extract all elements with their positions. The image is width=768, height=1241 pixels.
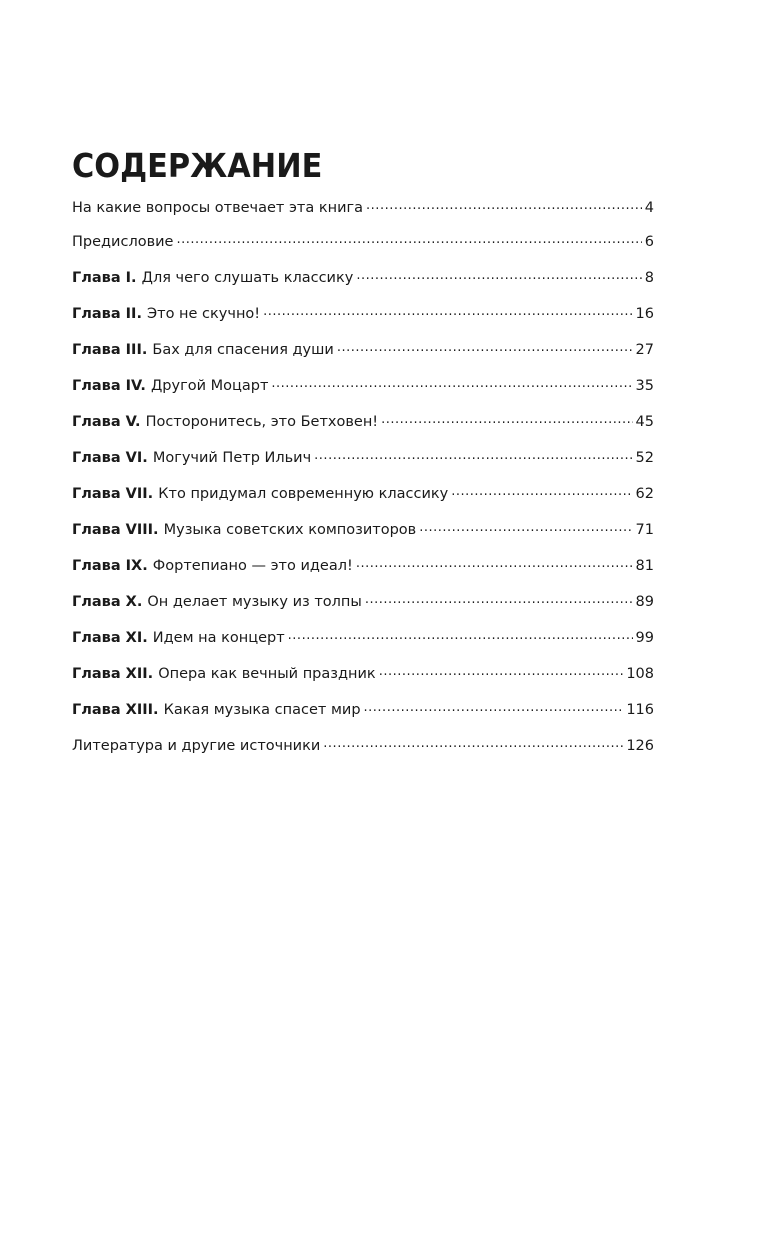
- toc-entry-text: [72, 736, 320, 756]
- toc-entry-title: Идем на концерт: [152, 630, 285, 646]
- toc-entry-text: [72, 232, 173, 252]
- toc-entry-title: Для чего слушать классику: [141, 270, 354, 286]
- dot-leader: [379, 664, 624, 678]
- toc-chapter-label: Глава VI.: [72, 450, 153, 466]
- toc-entry: [72, 304, 654, 340]
- toc-page-number: 16: [635, 306, 654, 322]
- toc-entry-title: Он делает музыку из толпы: [147, 594, 362, 610]
- toc-list: [72, 198, 654, 772]
- toc-chapter-label: Глава IX.: [72, 558, 153, 574]
- toc-page-number: 81: [635, 558, 654, 574]
- toc-entry-text: [72, 198, 363, 218]
- toc-entry-text: [72, 412, 378, 432]
- toc-entry: [72, 484, 654, 520]
- dot-leader: [176, 232, 641, 246]
- toc-chapter-label: Глава VII.: [72, 486, 159, 502]
- toc-entry: [72, 592, 654, 628]
- toc-entry: [72, 700, 654, 736]
- toc-entry: [72, 376, 654, 412]
- toc-page-number: 8: [644, 270, 654, 286]
- toc-entry: [72, 340, 654, 376]
- toc-entry-text: [72, 664, 376, 684]
- toc-chapter-label: Глава XI.: [72, 630, 153, 646]
- toc-entry-title: Какая музыка спасет мир: [163, 702, 361, 718]
- table-of-contents-page: [72, 146, 654, 772]
- dot-leader: [365, 592, 633, 606]
- toc-entry-title: Фортепиано — это идеал!: [152, 558, 353, 574]
- toc-page-number: 35: [635, 378, 654, 394]
- toc-chapter-label: Глава X.: [72, 594, 148, 610]
- dot-leader: [364, 700, 624, 714]
- toc-entry-title: Бах для спасения души: [152, 342, 334, 358]
- toc-chapter-label: Глава XII.: [72, 666, 159, 682]
- toc-page-number: 45: [635, 414, 654, 430]
- toc-entry-title: Предисловие: [72, 234, 174, 250]
- dot-leader: [337, 340, 633, 354]
- toc-page-number: 99: [635, 630, 654, 646]
- toc-page-number: 27: [635, 342, 654, 358]
- toc-chapter-label: Глава VIII.: [72, 522, 164, 538]
- toc-entry-text: [72, 592, 362, 612]
- toc-entry: [72, 198, 654, 232]
- toc-entry: [72, 412, 654, 448]
- toc-chapter-label: Глава II.: [72, 306, 147, 322]
- toc-chapter-label: Глава I.: [72, 270, 142, 286]
- dot-leader: [323, 736, 623, 750]
- toc-chapter-label: Глава IV.: [72, 378, 151, 394]
- toc-entry: [72, 736, 654, 772]
- dot-leader: [271, 376, 632, 390]
- dot-leader: [356, 268, 641, 282]
- dot-leader: [451, 484, 632, 498]
- toc-entry: [72, 664, 654, 700]
- toc-page-number: 71: [635, 522, 654, 538]
- toc-entry: [72, 268, 654, 304]
- dot-leader: [381, 412, 632, 426]
- toc-entry: [72, 520, 654, 556]
- toc-entry-title: Опера как вечный праздник: [158, 666, 376, 682]
- dot-leader: [366, 198, 642, 212]
- toc-page-number: 89: [635, 594, 654, 610]
- dot-leader: [314, 448, 632, 462]
- toc-chapter-label: Глава V.: [72, 414, 146, 430]
- toc-entry-title: Могучий Петр Ильич: [152, 450, 312, 466]
- toc-page-number: 62: [635, 486, 654, 502]
- toc-entry-text: [72, 520, 416, 540]
- toc-entry-text: [72, 376, 268, 396]
- dot-leader: [419, 520, 632, 534]
- toc-entry-text: [72, 556, 353, 576]
- page-title: СОДЕРЖАНИЕ: [72, 146, 323, 185]
- toc-entry: [72, 556, 654, 592]
- toc-page-number: 6: [644, 234, 654, 250]
- toc-entry: [72, 448, 654, 484]
- toc-entry: [72, 628, 654, 664]
- toc-entry-title: На какие вопросы отвечает эта книга: [72, 200, 364, 216]
- toc-page-number: 4: [644, 200, 654, 216]
- toc-page-number: 116: [626, 702, 654, 718]
- dot-leader: [356, 556, 633, 570]
- toc-entry-title: Литература и другие источники: [72, 738, 321, 754]
- toc-entry-text: [72, 700, 361, 720]
- dot-leader: [288, 628, 633, 642]
- toc-chapter-label: Глава XIII.: [72, 702, 164, 718]
- toc-page-number: 126: [626, 738, 654, 754]
- toc-entry-title: Музыка советских композиторов: [163, 522, 417, 538]
- toc-entry-title: Другой Моцарт: [150, 378, 269, 394]
- toc-entry-title: Это не скучно!: [147, 306, 261, 322]
- toc-entry-text: [72, 268, 353, 288]
- toc-chapter-label: Глава III.: [72, 342, 153, 358]
- toc-entry-title: Посторонитесь, это Бетховен!: [145, 414, 379, 430]
- toc-entry-text: [72, 304, 260, 324]
- toc-entry-text: [72, 340, 334, 360]
- toc-entry-text: [72, 484, 448, 504]
- toc-entry-title: Кто придумал современную классику: [158, 486, 449, 502]
- toc-entry-text: [72, 448, 311, 468]
- toc-entry-text: [72, 628, 285, 648]
- toc-page-number: 108: [626, 666, 654, 682]
- toc-entry: [72, 232, 654, 268]
- toc-page-number: 52: [635, 450, 654, 466]
- dot-leader: [263, 304, 632, 318]
